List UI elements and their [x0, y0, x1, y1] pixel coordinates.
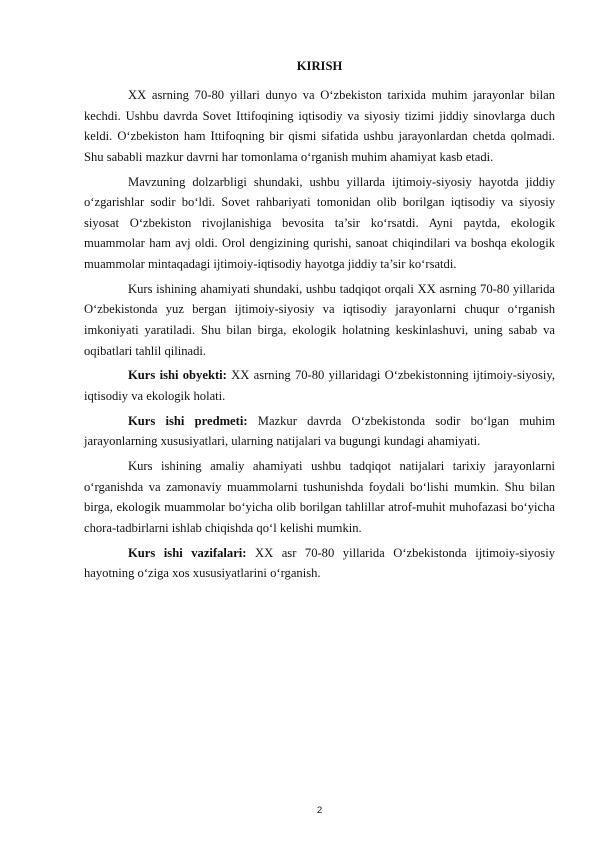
document-body: [84, 85, 555, 588]
paragraph-lead: Kurs ishi predmeti:: [128, 413, 248, 428]
paragraph-text: XX asr 70-80 yillarida O‘zbekistonda ijtimoiy-siyosiy hayotning o‘ziga xos xususiyatlarini o‘rganish.: [84, 545, 555, 581]
paragraph-lead: Kurs ishi vazifalari:: [128, 545, 247, 560]
paragraph-subject: [84, 411, 555, 452]
paragraph-intro: [84, 85, 555, 167]
paragraph-object: [84, 365, 555, 406]
page-number: 2: [316, 805, 323, 816]
page-title: KIRISH: [296, 59, 343, 73]
paragraph-relevance: [84, 172, 555, 275]
paragraph-text: Kurs ishining ahamiyati shundaki, ushbu tadqiqot orqali XX asrning 70-80 yillarida O‘zbekistonda yuz bergan ijtimoiy-siyosiy va iqtisodiy jarayonlarni chuqur o‘rganish imkoniyati yaratiladi. Shu bilan birga, ekologik holatning keskinlashuvi, uning sabab va oqibatlari tahlil qilinadi.: [84, 281, 555, 358]
paragraph-significance: [84, 279, 555, 361]
paragraph-text: Mavzuning dolzarbligi shundaki, ushbu yillarda ijtimoiy-siyosiy hayotda jiddiy o‘zgarishlar sodir bo‘ldi. Sovet rahbariyati tomonidan olib borilgan iqtisodiy va siyosiy siyosat O‘zbekiston rivojlanishiga bevosita ta’sir ko‘rsatdi. Ayni paytda, ekologik muammolar ham avj oldi. Orol dengizining qurishi, sanoat chiqindilari va boshqa ekologik muammolar mintaqadagi ijtimoiy-iqtisodiy hayotga jiddiy ta’sir ko‘rsatdi.: [84, 174, 555, 271]
paragraph-practical-significance: [84, 456, 555, 538]
paragraph-text: XX asrning 70-80 yillari dunyo va O‘zbekiston tarixida muhim jarayonlar bilan kechdi. Ushbu davrda Sovet Ittifoqining iqtisodiy va siyosiy tizimi jiddiy sinovlarga duch keldi. O‘zbekiston ham Ittifoqning bir qismi sifatida ushbu jarayonlardan chetda qolmadi. Shu sababli mazkur davrni har tomonlama o‘rganish muhim ahamiyat kasb etadi.: [84, 88, 555, 164]
paragraph-text: Kurs ishining amaliy ahamiyati ushbu tadqiqot natijalari tarixiy jarayonlarni o‘rganishda va zamonaviy muammolarni tushunishda foydali bo‘lishi mumkin. Shu bilan birga, ekologik muammolar bo‘yicha olib borilgan tahlillar atrof-muhit muhofazasi bo‘yicha chora-tadbirlarni ishlab chiqishda qo‘l kelishi mumkin.: [84, 459, 555, 535]
paragraph-text: XX asrning 70-80 yillaridagi O‘zbekistonning ijtimoiy-siyosiy, iqtisodiy va ekologik holati.: [84, 368, 555, 403]
paragraph-tasks: [84, 543, 555, 584]
paragraph-text: Mazkur davrda O‘zbekistonda sodir bo‘lgan muhim jarayonlarning xususiyatlari, ularning natijalari va bugungi kundagi ahamiyati.: [84, 413, 556, 449]
paragraph-lead: Kurs ishi obyekti:: [128, 368, 227, 383]
